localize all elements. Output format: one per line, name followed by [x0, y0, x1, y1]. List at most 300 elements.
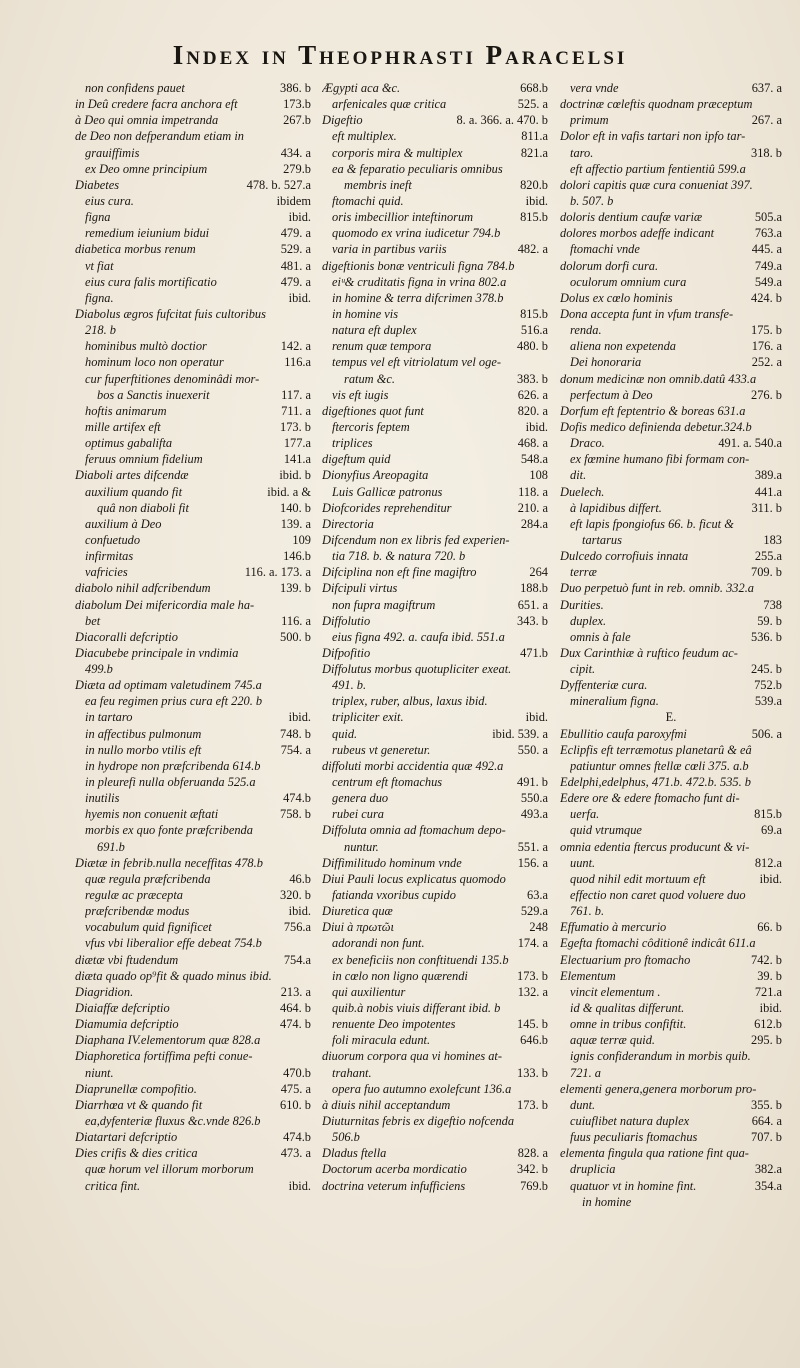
- entry-page-ref: 141.a: [283, 452, 311, 467]
- index-entry: [322, 613, 548, 629]
- entry-term: terræ: [570, 565, 597, 580]
- entry-term: feruus omnium fidelium: [85, 452, 203, 467]
- entry-page-ref: 156. a: [517, 855, 548, 870]
- entry-page-ref: 133. b: [517, 1065, 548, 1080]
- entry-term: Diui Pauli locus explicatus quomodo: [322, 871, 506, 886]
- index-entry: [75, 693, 311, 709]
- index-entry: [560, 1097, 782, 1113]
- index-entry: [560, 290, 782, 306]
- entry-term: Diabetes: [75, 177, 120, 192]
- entry-term: 761. b.: [570, 904, 605, 919]
- entry-term: quid vtrumque: [570, 823, 642, 838]
- index-entry: [560, 887, 782, 903]
- entry-term: vfus vbi liberalior effe debeat 754.b: [85, 936, 262, 951]
- entry-term: Dulcedo corrofiuis innata: [560, 549, 689, 564]
- entry-term: Diacoralli defcriptio: [75, 629, 178, 644]
- index-entry: [75, 871, 311, 887]
- entry-page-ref: 749.a: [754, 258, 782, 273]
- entry-term: Effumatio à mercurio: [560, 920, 667, 935]
- entry-page-ref: 441.a: [754, 484, 782, 499]
- entry-page-ref: 320. b: [280, 888, 311, 903]
- entry-page-ref: 116. a: [281, 613, 311, 628]
- entry-term: Luis Gallicæ patronus: [332, 484, 443, 499]
- entry-term: adorandi non funt.: [332, 936, 425, 951]
- entry-term: quomodo ex vrina iudicetur 794.b: [332, 226, 501, 241]
- index-entry: [560, 1113, 782, 1129]
- entry-term: figna: [85, 210, 111, 225]
- index-entry: [322, 161, 548, 177]
- entry-term: confuetudo: [85, 532, 141, 547]
- entry-term: Directoria: [322, 516, 374, 531]
- index-entry: [560, 597, 782, 613]
- entry-term: Draco.: [570, 436, 605, 451]
- entry-page-ref: ibid.: [759, 871, 782, 886]
- entry-term: auxilium à Deo: [85, 516, 162, 531]
- entry-term: Duo perpetuò funt in reb. omnib. 332.a: [560, 581, 754, 596]
- index-entry: [322, 209, 548, 225]
- entry-term: trahant.: [332, 1065, 372, 1080]
- index-entry: [322, 629, 548, 645]
- entry-term: ex Deo omne principium: [85, 161, 208, 176]
- index-entry: [560, 451, 782, 467]
- entry-page-ref: 342. b: [517, 1162, 548, 1177]
- entry-page-ref: 550.a: [520, 791, 548, 806]
- entry-term: perfectum à Deo: [570, 387, 653, 402]
- entry-term: Diætæ in febrib.nulla neceffitas 478.b: [75, 855, 263, 870]
- entry-page-ref: 146.b: [283, 549, 311, 564]
- entry-term: druplicia: [570, 1162, 616, 1177]
- index-entry: [560, 161, 782, 177]
- entry-page-ref: ibid.: [759, 1001, 782, 1016]
- index-entry: [322, 645, 548, 661]
- index-entry: [322, 419, 548, 435]
- index-entry: [322, 322, 548, 338]
- section-letter: [560, 709, 782, 725]
- entry-page-ref: 173. b: [517, 1097, 548, 1112]
- entry-page-ref: 276. b: [751, 387, 782, 402]
- entry-page-ref: 610. b: [280, 1097, 311, 1112]
- entry-term: Edelphi,edelphus, 471.b. 472.b. 535. b: [560, 775, 752, 790]
- index-entry: [75, 1065, 311, 1081]
- index-entry: [75, 1048, 311, 1064]
- index-entry: [322, 1113, 548, 1129]
- index-entry: [560, 258, 782, 274]
- entry-term: Dolus ex cœlo hominis: [560, 290, 673, 305]
- entry-page-ref: 210. a: [517, 500, 548, 515]
- entry-page-ref: 424. b: [751, 290, 782, 305]
- entry-term: grauiffimis: [85, 145, 140, 160]
- index-entry: [75, 451, 311, 467]
- entry-term: rubeus vt generetur.: [332, 742, 431, 757]
- entry-term: centrum eft ftomachus: [332, 775, 443, 790]
- entry-term: arfenicales quæ critica: [332, 97, 447, 112]
- index-entry: [322, 661, 548, 677]
- index-entry: [322, 1032, 548, 1048]
- entry-page-ref: 108: [529, 468, 548, 483]
- entry-term: eft lapis fpongiofus 66. b. ficut &: [570, 516, 734, 531]
- entry-term: in homine & terra difcrimen 378.b: [332, 290, 504, 305]
- entry-term: dolorum dorfi cura.: [560, 258, 659, 273]
- index-entry: [322, 1097, 548, 1113]
- index-entry: [75, 419, 311, 435]
- index-entry: [322, 774, 548, 790]
- index-entry: [75, 145, 311, 161]
- entry-term: genera duo: [332, 791, 389, 806]
- entry-term: digeftiones quot funt: [322, 403, 424, 418]
- entry-page-ref: 550. a: [517, 742, 548, 757]
- entry-page-ref: 343. b: [517, 613, 548, 628]
- entry-term: hyemis non conuenit æftati: [85, 807, 219, 822]
- entry-term: Ebullitio caufa paroxyfmi: [560, 726, 687, 741]
- index-entry: [75, 661, 311, 677]
- index-entry: [560, 177, 782, 193]
- index-entry: [560, 128, 782, 144]
- entry-page-ref: ibid.: [288, 210, 311, 225]
- entry-term: nuntur.: [344, 839, 379, 854]
- index-entry: [322, 112, 548, 128]
- index-entry: [75, 241, 311, 257]
- index-entry: [560, 1161, 782, 1177]
- entry-term: in cœlo non ligno quærendi: [332, 968, 468, 983]
- entry-term: Dofis medico definienda debetur.324.b: [560, 419, 752, 434]
- index-entry: [75, 306, 311, 322]
- index-entry: [560, 871, 782, 887]
- index-column-1: [75, 80, 311, 1194]
- entry-term: fatianda vxoribus cupido: [332, 888, 456, 903]
- entry-page-ref: 8. a. 366. a. 470. b: [456, 113, 548, 128]
- index-entry: [75, 387, 311, 403]
- index-entry: [75, 532, 311, 548]
- entry-page-ref: 445. a: [751, 242, 782, 257]
- entry-page-ref: 267. a: [751, 113, 782, 128]
- entry-term: rubei cura: [332, 807, 384, 822]
- index-entry: [322, 919, 548, 935]
- entry-term: Dorfum eft feptentrio & boreas 631.a: [560, 403, 746, 418]
- entry-term: b. 507. b: [570, 193, 614, 208]
- entry-term: ea feu regimen prius cura eft 220. b: [85, 694, 263, 709]
- index-entry: [75, 80, 311, 96]
- index-entry: [560, 903, 782, 919]
- entry-page-ref: 139. a: [280, 516, 311, 531]
- entry-term: à Deo qui omnia impetranda: [75, 113, 219, 128]
- entry-page-ref: 213. a: [280, 984, 311, 999]
- entry-term: Dei honoraria: [570, 355, 642, 370]
- entry-term: Diaiaffæ defcriptio: [75, 1001, 170, 1016]
- entry-term: diuorum corpora qua vi homines at-: [322, 1049, 502, 1064]
- entry-term: ea & feparatio peculiaris omnibus: [332, 161, 503, 176]
- entry-term: Edere ore & edere ftomacho funt di-: [560, 791, 740, 806]
- entry-page-ref: 383. b: [517, 371, 548, 386]
- entry-page-ref: 473. a: [280, 1146, 311, 1161]
- index-entry: [322, 822, 548, 838]
- entry-term: vafricies: [85, 565, 128, 580]
- entry-page-ref: 820. a: [517, 403, 548, 418]
- index-entry: [560, 645, 782, 661]
- entry-term: Diffoluta omnia ad ftomachum depo-: [322, 823, 506, 838]
- entry-term: Egefta ftomachi côditionê indicât 611.a: [560, 936, 756, 951]
- entry-page-ref: ibid.: [525, 710, 548, 725]
- entry-page-ref: 117. a: [281, 387, 311, 402]
- entry-page-ref: 748. b: [280, 726, 311, 741]
- entry-term: vera vnde: [570, 81, 619, 95]
- index-entry: [322, 387, 548, 403]
- entry-term: Dona accepta funt in vfum transfe-: [560, 306, 734, 321]
- entry-term: 499.b: [85, 662, 113, 677]
- entry-term: tartarus: [582, 532, 622, 547]
- entry-page-ref: 116. a. 173. a: [244, 565, 311, 580]
- index-entry: [322, 1081, 548, 1097]
- entry-page-ref: 116.a: [284, 355, 311, 370]
- index-entry: [75, 806, 311, 822]
- index-entry: [560, 145, 782, 161]
- entry-term: 506.b: [332, 1130, 360, 1145]
- entry-page-ref: 46.b: [289, 871, 311, 886]
- entry-page-ref: 500. b: [280, 629, 311, 644]
- entry-page-ref: 548.a: [520, 452, 548, 467]
- entry-page-ref: 505.a: [754, 210, 782, 225]
- entry-page-ref: 176. a: [751, 339, 782, 354]
- entry-term: fuus peculiaris ftomachus: [570, 1130, 698, 1145]
- entry-term: Diagridion.: [75, 984, 134, 999]
- entry-term: Dolor eft in vafis tartari non ipfo tar-: [560, 129, 746, 144]
- entry-term: Diffimilitudo hominum vnde: [322, 855, 462, 870]
- entry-term: mineralium figna.: [570, 694, 659, 709]
- index-entry: [560, 613, 782, 629]
- entry-term: vis eft iugis: [332, 387, 389, 402]
- entry-term: corporis mira & multiplex: [332, 145, 463, 160]
- entry-term: dolori capitis quæ cura conueniat 397.: [560, 177, 753, 192]
- entry-page-ref: 63.a: [527, 888, 548, 903]
- index-entry: [75, 209, 311, 225]
- index-entry: [322, 790, 548, 806]
- index-entry: [560, 193, 782, 209]
- entry-term: doctrina veterum infufficiens: [322, 1178, 466, 1193]
- entry-term: digeftionis bonæ ventriculi figna 784.b: [322, 258, 515, 273]
- entry-term: niunt.: [85, 1065, 114, 1080]
- entry-page-ref: ibid.: [288, 290, 311, 305]
- entry-term: ftercoris feptem: [332, 419, 410, 434]
- entry-page-ref: 66. b: [757, 920, 782, 935]
- entry-term: dolores morbos adeffe indicant: [560, 226, 715, 241]
- index-entry: [560, 822, 782, 838]
- index-entry: [75, 1000, 311, 1016]
- index-entry: [322, 241, 548, 257]
- entry-term: Elementum: [560, 968, 616, 983]
- entry-term: Eclipfis eft terræmotus planetarû & eâ: [560, 742, 752, 757]
- entry-term: Diofcorides reprehenditur: [322, 500, 452, 515]
- entry-page-ref: 491. b: [517, 775, 548, 790]
- index-entry: [560, 322, 782, 338]
- index-entry: [322, 1065, 548, 1081]
- entry-term: Diffolutus morbus quotupliciter exeat.: [322, 662, 512, 677]
- index-entry: [560, 1065, 782, 1081]
- index-entry: [322, 532, 548, 548]
- entry-term: Duelech.: [560, 484, 605, 499]
- entry-term: ea,dyfenteriæ fluxus &c.vnde 826.b: [85, 1114, 261, 1128]
- entry-page-ref: 69.a: [761, 823, 782, 838]
- index-entry: [322, 806, 548, 822]
- entry-page-ref: 118. a: [518, 484, 548, 499]
- index-entry: [75, 354, 311, 370]
- entry-page-ref: ibid.: [288, 1178, 311, 1193]
- index-entry: [560, 919, 782, 935]
- entry-term: Diatartari defcriptio: [75, 1130, 178, 1145]
- entry-page-ref: 295. b: [751, 1033, 782, 1048]
- index-entry: [75, 758, 311, 774]
- index-entry: [322, 354, 548, 370]
- entry-term: effectio non caret quod voluere duo: [570, 888, 746, 903]
- entry-term: à diuis nihil acceptandum: [322, 1097, 451, 1112]
- entry-page-ref: 754. a: [280, 742, 311, 757]
- index-entry: [560, 467, 782, 483]
- entry-term: Difciplina non eft fine magiftro: [322, 565, 477, 580]
- index-entry: [560, 1000, 782, 1016]
- index-entry: [75, 96, 311, 112]
- entry-term: diabolum Dei mifericordia male ha-: [75, 597, 255, 612]
- entry-term: elementi genera,genera morborum pro-: [560, 1081, 757, 1096]
- index-entry: [560, 500, 782, 516]
- index-entry: [322, 855, 548, 871]
- index-entry: [322, 597, 548, 613]
- entry-term: infirmitas: [85, 549, 134, 564]
- entry-term: digeftum quid: [322, 452, 391, 467]
- entry-page-ref: 173. b: [280, 419, 311, 434]
- entry-term: vocabulum quid fignificet: [85, 920, 212, 935]
- index-entry: [322, 839, 548, 855]
- index-entry: [75, 709, 311, 725]
- index-entry: [322, 145, 548, 161]
- entry-term: primum: [570, 113, 609, 128]
- entry-term: tia 718. b. & natura 720. b: [332, 549, 466, 564]
- index-entry: [322, 258, 548, 274]
- entry-page-ref: 139. b: [280, 581, 311, 596]
- index-entry: [322, 1178, 548, 1194]
- index-entry: [560, 742, 782, 758]
- entry-page-ref: 481. a: [280, 258, 311, 273]
- index-entry: [75, 1016, 311, 1032]
- index-entry: [560, 952, 782, 968]
- entry-page-ref: 752.b: [754, 678, 782, 693]
- entry-page-ref: ibid.: [525, 419, 548, 434]
- index-entry: [560, 1178, 782, 1194]
- index-entry: [75, 919, 311, 935]
- index-entry: [560, 1032, 782, 1048]
- index-entry: [322, 435, 548, 451]
- entry-page-ref: 474.b: [283, 791, 311, 806]
- entry-term: triplex, ruber, albus, laxus ibid.: [332, 694, 488, 709]
- entry-page-ref: 175. b: [751, 323, 782, 338]
- entry-page-ref: ibid.: [525, 193, 548, 208]
- entry-term: uerfa.: [570, 807, 600, 822]
- index-entry: [560, 419, 782, 435]
- index-entry: [322, 484, 548, 500]
- index-entry: [75, 500, 311, 516]
- index-entry: [560, 548, 782, 564]
- entry-page-ref: 311. b: [751, 500, 782, 515]
- entry-term: Difcipuli virtus: [322, 581, 398, 596]
- entry-page-ref: 812.a: [754, 855, 782, 870]
- index-entry: [560, 693, 782, 709]
- entry-term: eft multiplex.: [332, 129, 397, 144]
- entry-term: Diffolutio: [322, 613, 371, 628]
- index-entry: [75, 822, 311, 838]
- index-entry: [75, 1032, 311, 1048]
- index-entry: [322, 225, 548, 241]
- index-entry: [322, 968, 548, 984]
- entry-term: ex fœmine humano fibi formam con-: [570, 452, 750, 467]
- entry-term: Dionyfius Areopagita: [322, 468, 429, 483]
- index-entry: [75, 467, 311, 483]
- entry-page-ref: 354.a: [754, 1178, 782, 1193]
- index-entry: [75, 1097, 311, 1113]
- index-entry: [322, 984, 548, 1000]
- index-entry: [322, 1161, 548, 1177]
- index-entry: [322, 80, 548, 96]
- index-entry: [75, 1081, 311, 1097]
- entry-term: quæ regula præfcribenda: [85, 871, 211, 886]
- entry-page-ref: 664. a: [751, 1114, 782, 1128]
- entry-page-ref: 479. a: [280, 226, 311, 241]
- entry-term: tripliciter exit.: [332, 710, 404, 725]
- entry-page-ref: ibid. a &: [267, 484, 311, 499]
- entry-term: figna.: [85, 290, 114, 305]
- entry-term: morbis ex quo fonte præfcribenda: [85, 823, 253, 838]
- entry-term: à lapidibus differt.: [570, 500, 662, 515]
- entry-page-ref: 811.a: [521, 129, 548, 144]
- index-entry: [75, 322, 311, 338]
- entry-page-ref: 252. a: [751, 355, 782, 370]
- index-entry: [75, 774, 311, 790]
- index-entry: [560, 516, 782, 532]
- index-entry: [75, 790, 311, 806]
- index-entry: [75, 935, 311, 951]
- entry-term: renuente Deo impotentes: [332, 1017, 456, 1032]
- entry-term: ftomachi vnde: [570, 242, 640, 257]
- entry-term: eius cura.: [85, 193, 134, 208]
- entry-page-ref: 529. a: [280, 242, 311, 257]
- index-entry: [322, 306, 548, 322]
- index-entry: [322, 693, 548, 709]
- entry-term: dunt.: [570, 1097, 596, 1112]
- index-entry: [75, 193, 311, 209]
- entry-page-ref: ibid. 539. a: [492, 726, 548, 741]
- entry-term: quâ non diaboli fit: [97, 500, 189, 515]
- index-entry: [560, 274, 782, 290]
- entry-term: duplex.: [570, 613, 607, 628]
- index-entry: [560, 209, 782, 225]
- entry-page-ref: 756.a: [283, 920, 311, 935]
- entry-page-ref: 468. a: [517, 436, 548, 451]
- entry-term: elementa fingula qua ratione fint qua-: [560, 1146, 749, 1161]
- index-entry: [560, 984, 782, 1000]
- index-entry: [322, 290, 548, 306]
- entry-term: vt fiat: [85, 258, 114, 273]
- entry-term: 721. a: [570, 1065, 601, 1080]
- index-entry: [75, 597, 311, 613]
- index-entry: [75, 484, 311, 500]
- index-entry: [560, 112, 782, 128]
- entry-page-ref: ibid. b: [279, 468, 311, 483]
- entry-page-ref: 59. b: [757, 613, 782, 628]
- index-entry: [560, 855, 782, 871]
- entry-page-ref: 529.a: [520, 904, 548, 919]
- index-entry: [75, 855, 311, 871]
- entry-term: Dies crifis & dies critica: [75, 1146, 198, 1161]
- entry-term: Diarrhœa vt & quando fit: [75, 1097, 203, 1112]
- index-entry: [75, 580, 311, 596]
- entry-term: renda.: [570, 323, 602, 338]
- index-entry: [322, 1129, 548, 1145]
